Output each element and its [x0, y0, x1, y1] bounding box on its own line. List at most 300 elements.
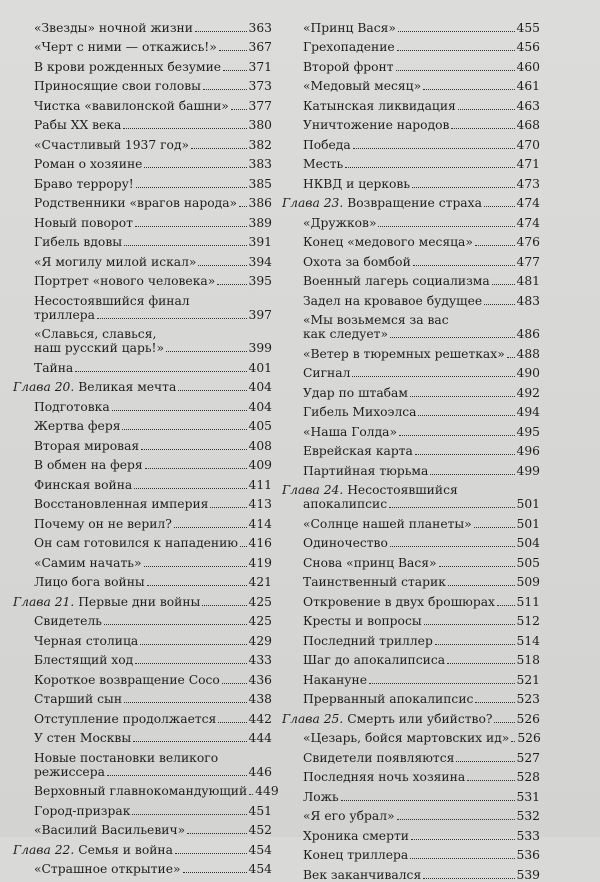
entry-title: Гибель Михоэлса [303, 405, 417, 419]
chapter-number: Глава 21. [13, 594, 75, 609]
toc-entry [34, 511, 272, 531]
dot-leader [418, 415, 514, 416]
dot-leader [435, 644, 515, 645]
entry-label [303, 99, 456, 113]
toc-entry-continuation [303, 497, 540, 511]
page-number: 505 [516, 555, 540, 570]
entry-title: Удар по штабам [303, 385, 408, 400]
page-number: 495 [516, 424, 540, 439]
page-number: 438 [248, 692, 272, 706]
entry-label [34, 40, 217, 54]
dot-leader [448, 585, 515, 586]
dot-leader [240, 546, 247, 547]
page-number: 394 [248, 254, 272, 269]
toc-entry [303, 341, 540, 361]
entry-title: Верховный главнокомандующий [34, 784, 248, 798]
dot-leader [122, 429, 246, 430]
entry-label [303, 313, 449, 327]
dot-leader [430, 474, 514, 475]
entry-title: «Черт с ними — откажись!» [34, 40, 217, 54]
entry-label [34, 361, 73, 375]
chapter-number: Глава 24. [282, 483, 344, 497]
entry-label [303, 634, 433, 648]
page-number: 399 [248, 341, 272, 355]
entry-label [303, 517, 472, 531]
page-number: 414 [248, 516, 272, 531]
entry-label [303, 21, 396, 35]
dot-leader [424, 624, 515, 625]
page-number: 454 [248, 862, 272, 876]
toc-entry [303, 570, 540, 590]
entry-label [34, 79, 201, 93]
entry-title: НКВД и церковь [303, 176, 411, 191]
toc-entry-continuation [34, 308, 272, 322]
entry-label [303, 235, 473, 249]
entry-title: Прерванный апокалипсис [303, 692, 474, 706]
toc-entry [303, 745, 540, 765]
toc-entry [303, 380, 540, 400]
dot-leader [144, 167, 246, 168]
entry-label [34, 255, 196, 269]
dot-leader [390, 337, 515, 338]
dot-leader [494, 722, 514, 723]
entry-title: Смерть или убийство? [347, 711, 493, 726]
page-number: 380 [248, 118, 272, 132]
page-number: 527 [516, 750, 540, 765]
entry-title: Подготовка [34, 399, 110, 414]
dot-leader [210, 507, 246, 508]
toc-entry [303, 726, 540, 746]
toc-entry [34, 322, 272, 342]
page-number: 373 [248, 79, 272, 93]
entry-title: Последняя ночь хозяина [303, 770, 466, 784]
entry-label [34, 419, 120, 433]
toc-entry [34, 93, 272, 113]
toc-entry [34, 818, 272, 838]
page-number: 509 [516, 575, 540, 589]
entry-label [303, 294, 482, 308]
dot-leader [345, 167, 514, 168]
page-number: 526 [516, 711, 540, 726]
page-number: 488 [516, 346, 540, 361]
page-number: 454 [248, 842, 272, 857]
entry-label [34, 673, 220, 687]
entry-label [34, 400, 110, 414]
page-number: 492 [516, 385, 540, 400]
entry-label [303, 575, 446, 589]
entry-title: Век заканчивался [303, 867, 422, 882]
dot-leader [97, 318, 247, 319]
entry-title: «Мы возьмемся за вас [303, 313, 449, 327]
dot-leader [124, 245, 246, 246]
toc-entry [34, 414, 272, 434]
page-number: 473 [516, 176, 540, 191]
entry-label [34, 157, 142, 171]
entry-title: В крови рожденных безумие [34, 59, 222, 74]
dot-leader [456, 761, 514, 762]
entry-title: «Славься, славься, [34, 327, 157, 341]
toc-entry [303, 210, 540, 230]
page-number: 425 [248, 594, 272, 609]
entry-title: Чистка «вавилонской башни» [34, 98, 229, 113]
toc-entry [34, 648, 272, 668]
entry-title: Сигнал [303, 366, 351, 380]
entry-label [303, 274, 490, 288]
dot-leader [412, 187, 514, 188]
toc-entry [303, 15, 540, 35]
toc-entry [34, 249, 272, 269]
toc-entry [303, 288, 540, 308]
page-number: 416 [248, 536, 272, 550]
entry-label [34, 235, 122, 249]
entry-label [303, 177, 410, 191]
toc-entry-continuation [34, 341, 272, 355]
entry-title: «Ветер в тюремных решетках» [303, 346, 505, 361]
entry-title: Конец триллера [303, 848, 409, 862]
dot-leader [475, 702, 514, 703]
toc-entry [303, 171, 540, 191]
dot-leader [217, 284, 246, 285]
entry-title: Новый поворот [34, 215, 133, 230]
entry-label [303, 653, 445, 667]
entry-title: «Цезарь, бойся мартовских ид» [303, 731, 510, 745]
entry-title: Свидетели появляются [303, 750, 455, 765]
dot-leader [458, 109, 515, 110]
page-number: 512 [516, 614, 540, 628]
entry-title-continuation: как следует» [303, 327, 388, 341]
entry-title: Одиночество [303, 536, 388, 550]
toc-entry [34, 433, 272, 453]
entry-label [303, 751, 454, 765]
entry-label [303, 386, 408, 400]
toc-entry [34, 35, 272, 55]
chapter-number: Глава 22. [13, 842, 75, 857]
page-number: 442 [248, 711, 272, 726]
dot-leader [195, 31, 247, 32]
entry-title: Жертва феря [34, 419, 121, 433]
entry-title: Конец «медового месяца» [303, 235, 473, 249]
toc-entry [303, 113, 540, 133]
toc-entry [303, 132, 540, 152]
toc-entry [303, 230, 540, 250]
page-number: 401 [248, 360, 272, 375]
entry-label [34, 804, 130, 818]
entry-title: Уничтожение народов [303, 118, 450, 132]
dot-leader [175, 853, 247, 854]
toc-entry [34, 628, 272, 648]
entry-title: Катынская ликвидация [303, 98, 456, 113]
toc-entry [303, 823, 540, 843]
page-number: 483 [516, 293, 540, 308]
dot-leader [484, 304, 514, 305]
entry-label [34, 712, 216, 726]
page-number: 395 [248, 274, 272, 288]
page-number: 511 [516, 594, 540, 609]
page-number: 409 [248, 458, 272, 472]
entry-label [13, 595, 200, 609]
dot-leader [123, 128, 246, 129]
page-number: 474 [516, 196, 540, 210]
entry-title: Хроника смерти [303, 828, 409, 843]
toc-entry [34, 54, 272, 74]
page-number: 531 [516, 789, 540, 804]
entry-title: Второй фронт [303, 59, 394, 74]
dot-leader [107, 775, 247, 776]
dot-leader [423, 89, 514, 90]
entry-title: Месть [303, 157, 344, 171]
page-number: 411 [248, 477, 272, 492]
entry-label [303, 347, 505, 361]
page-number: 461 [516, 79, 540, 93]
toc-entry [34, 492, 272, 512]
entry-label [13, 843, 173, 857]
dot-leader [135, 663, 246, 664]
dot-leader [369, 683, 515, 684]
entry-title-continuation: апокалипсис [303, 497, 388, 511]
entry-title: Черная столица [34, 633, 139, 648]
entry-label [303, 60, 394, 74]
dot-leader [132, 814, 246, 815]
entry-label [34, 177, 134, 191]
dot-leader [497, 605, 515, 606]
entry-title: Блестящий ход [34, 653, 134, 667]
entry-label [303, 595, 495, 609]
dot-leader [178, 390, 246, 391]
entry-label [303, 40, 395, 54]
dot-leader [174, 527, 247, 528]
toc-entry [34, 798, 272, 818]
toc-entry [34, 570, 272, 590]
entry-title: Шаг до апокалипсиса [303, 653, 446, 667]
toc-entry [34, 531, 272, 551]
entry-title: Ложь [303, 789, 339, 804]
page-number: 504 [516, 536, 540, 550]
page-number: 385 [248, 176, 272, 191]
entry-title-continuation: режиссера [34, 764, 105, 779]
dot-leader [390, 546, 515, 547]
chapter-entry [282, 478, 540, 498]
toc-entry [303, 628, 540, 648]
entry-label [34, 118, 121, 132]
toc-entry [303, 531, 540, 551]
dot-leader [135, 226, 247, 227]
dot-leader [136, 187, 247, 188]
toc-entry [303, 54, 540, 74]
dot-leader [191, 148, 246, 149]
dot-leader [507, 357, 515, 358]
entry-title: Вторая мировая [34, 438, 140, 453]
page-number: 477 [516, 254, 540, 269]
dot-leader [451, 128, 514, 129]
dot-leader [147, 585, 247, 586]
page-number: 501 [516, 516, 540, 531]
toc-entry [34, 210, 272, 230]
entry-title-continuation: триллера [34, 307, 95, 322]
entry-label [303, 829, 409, 843]
entry-label [303, 614, 422, 628]
entry-label [34, 497, 208, 511]
entry-label [282, 196, 482, 210]
toc-column-right [282, 15, 541, 882]
entry-label [303, 366, 350, 380]
toc-entry [34, 472, 272, 492]
entry-label [34, 575, 145, 589]
entry-title: Тайна [34, 360, 74, 375]
toc-entry [34, 453, 272, 473]
entry-label [34, 478, 132, 492]
entry-title: «Я могилу милой искал» [34, 254, 197, 269]
page-number: 429 [248, 633, 272, 648]
toc-entry [34, 288, 272, 308]
chapter-number: Глава 23. [282, 196, 344, 210]
dot-leader [112, 410, 247, 411]
page-number: 501 [516, 497, 540, 511]
dot-leader [222, 683, 247, 684]
entry-title: Короткое возвращение Сосо [34, 672, 220, 687]
entry-title: Приносящие свои головы [34, 79, 201, 93]
dot-leader [218, 722, 246, 723]
page-number: 382 [248, 137, 272, 152]
page-number: 514 [516, 633, 540, 648]
dot-leader [410, 396, 515, 397]
toc-entry [303, 269, 540, 289]
page-number: 532 [516, 809, 540, 823]
page-number: 476 [516, 235, 540, 249]
entry-title: Военный лагерь социализма [303, 274, 490, 288]
entry-label [34, 196, 237, 210]
dot-leader [223, 70, 246, 71]
entry-title: Новые постановки великого [34, 750, 219, 765]
page-number: 523 [516, 692, 540, 706]
entry-title: «Счастливый 1937 год» [34, 137, 190, 152]
dot-leader [166, 351, 247, 352]
dot-leader [203, 89, 247, 90]
chapter-number: Глава 20. [13, 380, 75, 394]
entry-title: Откровение в двух брошюрах [303, 594, 495, 609]
toc-entry [303, 843, 540, 863]
entry-title: Снова «принц Вася» [303, 555, 437, 570]
dot-leader [219, 50, 247, 51]
toc-entry [34, 171, 272, 191]
page-number: 446 [248, 764, 272, 779]
entry-label [34, 216, 133, 230]
page-number: 518 [516, 653, 540, 667]
dot-leader [378, 226, 514, 227]
entry-label [34, 439, 139, 453]
entry-title: Охота за бомбой [303, 254, 411, 269]
entry-title: «Наша Голда» [303, 424, 398, 439]
page-number: 494 [516, 405, 540, 419]
toc-entry [34, 113, 272, 133]
toc-entry [34, 550, 272, 570]
entry-label [34, 692, 122, 706]
entry-label [303, 692, 473, 706]
dot-leader [133, 741, 246, 742]
toc-entry-continuation [303, 327, 540, 341]
page-number: 405 [248, 419, 272, 433]
entry-title: Отступление продолжается [34, 711, 217, 726]
entry-title: «Василий Васильевич» [34, 823, 186, 837]
toc-column-left [13, 15, 279, 876]
entry-label [34, 556, 142, 570]
entry-label [303, 536, 388, 550]
toc-entry [303, 765, 540, 785]
dot-leader [198, 265, 246, 266]
dot-leader [239, 206, 246, 207]
dot-leader [411, 839, 515, 840]
toc-entry [303, 74, 540, 94]
page-number: 481 [516, 274, 540, 288]
entry-title: Рабы XX века [34, 118, 122, 132]
entry-label [34, 517, 172, 531]
chapter-entry [282, 191, 540, 211]
dot-leader [474, 527, 515, 528]
entry-label [34, 60, 221, 74]
entry-title: Город-призрак [34, 803, 131, 818]
page-number: 425 [248, 614, 272, 628]
dot-leader [341, 800, 515, 801]
page-number: 391 [248, 235, 272, 249]
page-number: 460 [516, 59, 540, 74]
entry-title: Грехопадение [303, 40, 395, 54]
entry-title: Последний триллер [303, 633, 433, 648]
entry-label [303, 673, 367, 687]
page-number: 451 [248, 803, 272, 818]
entry-label [303, 556, 437, 570]
entry-title: Финская война [34, 477, 133, 492]
page-number: 526 [517, 731, 541, 745]
entry-title: Таинственный старик [303, 575, 446, 589]
page-number: 367 [248, 40, 272, 54]
toc-entry [34, 269, 272, 289]
dot-leader [202, 605, 246, 606]
dot-leader [398, 31, 515, 32]
toc-entry [303, 419, 540, 439]
dot-leader [144, 566, 247, 567]
entry-title: Почему он не верил? [34, 516, 172, 531]
dot-leader [75, 371, 246, 372]
toc-entry [34, 726, 272, 746]
dot-leader [397, 50, 515, 51]
dot-leader [399, 435, 514, 436]
toc-entry [34, 779, 279, 799]
page-number: 539 [516, 867, 540, 882]
entry-label [303, 255, 411, 269]
toc-entry [303, 308, 540, 328]
chapter-entry [13, 837, 272, 857]
dot-leader [396, 70, 515, 71]
dot-leader [249, 794, 253, 795]
entry-label [34, 274, 215, 288]
chapter-entry [282, 706, 540, 726]
entry-label [34, 751, 218, 765]
dot-leader [231, 109, 247, 110]
toc-entry [303, 93, 540, 113]
page-number: 363 [248, 20, 272, 35]
entry-title: «Самим начать» [34, 555, 142, 570]
page-number: 444 [248, 731, 272, 745]
toc-entry [34, 355, 272, 375]
entry-label [34, 138, 189, 152]
entry-label [303, 138, 351, 152]
page-number: 474 [516, 215, 540, 230]
page-number: 468 [516, 118, 540, 132]
toc-entry [303, 511, 540, 531]
dot-leader [183, 872, 247, 873]
entry-label [34, 614, 102, 628]
toc-entry [303, 439, 540, 459]
dot-leader [134, 488, 246, 489]
